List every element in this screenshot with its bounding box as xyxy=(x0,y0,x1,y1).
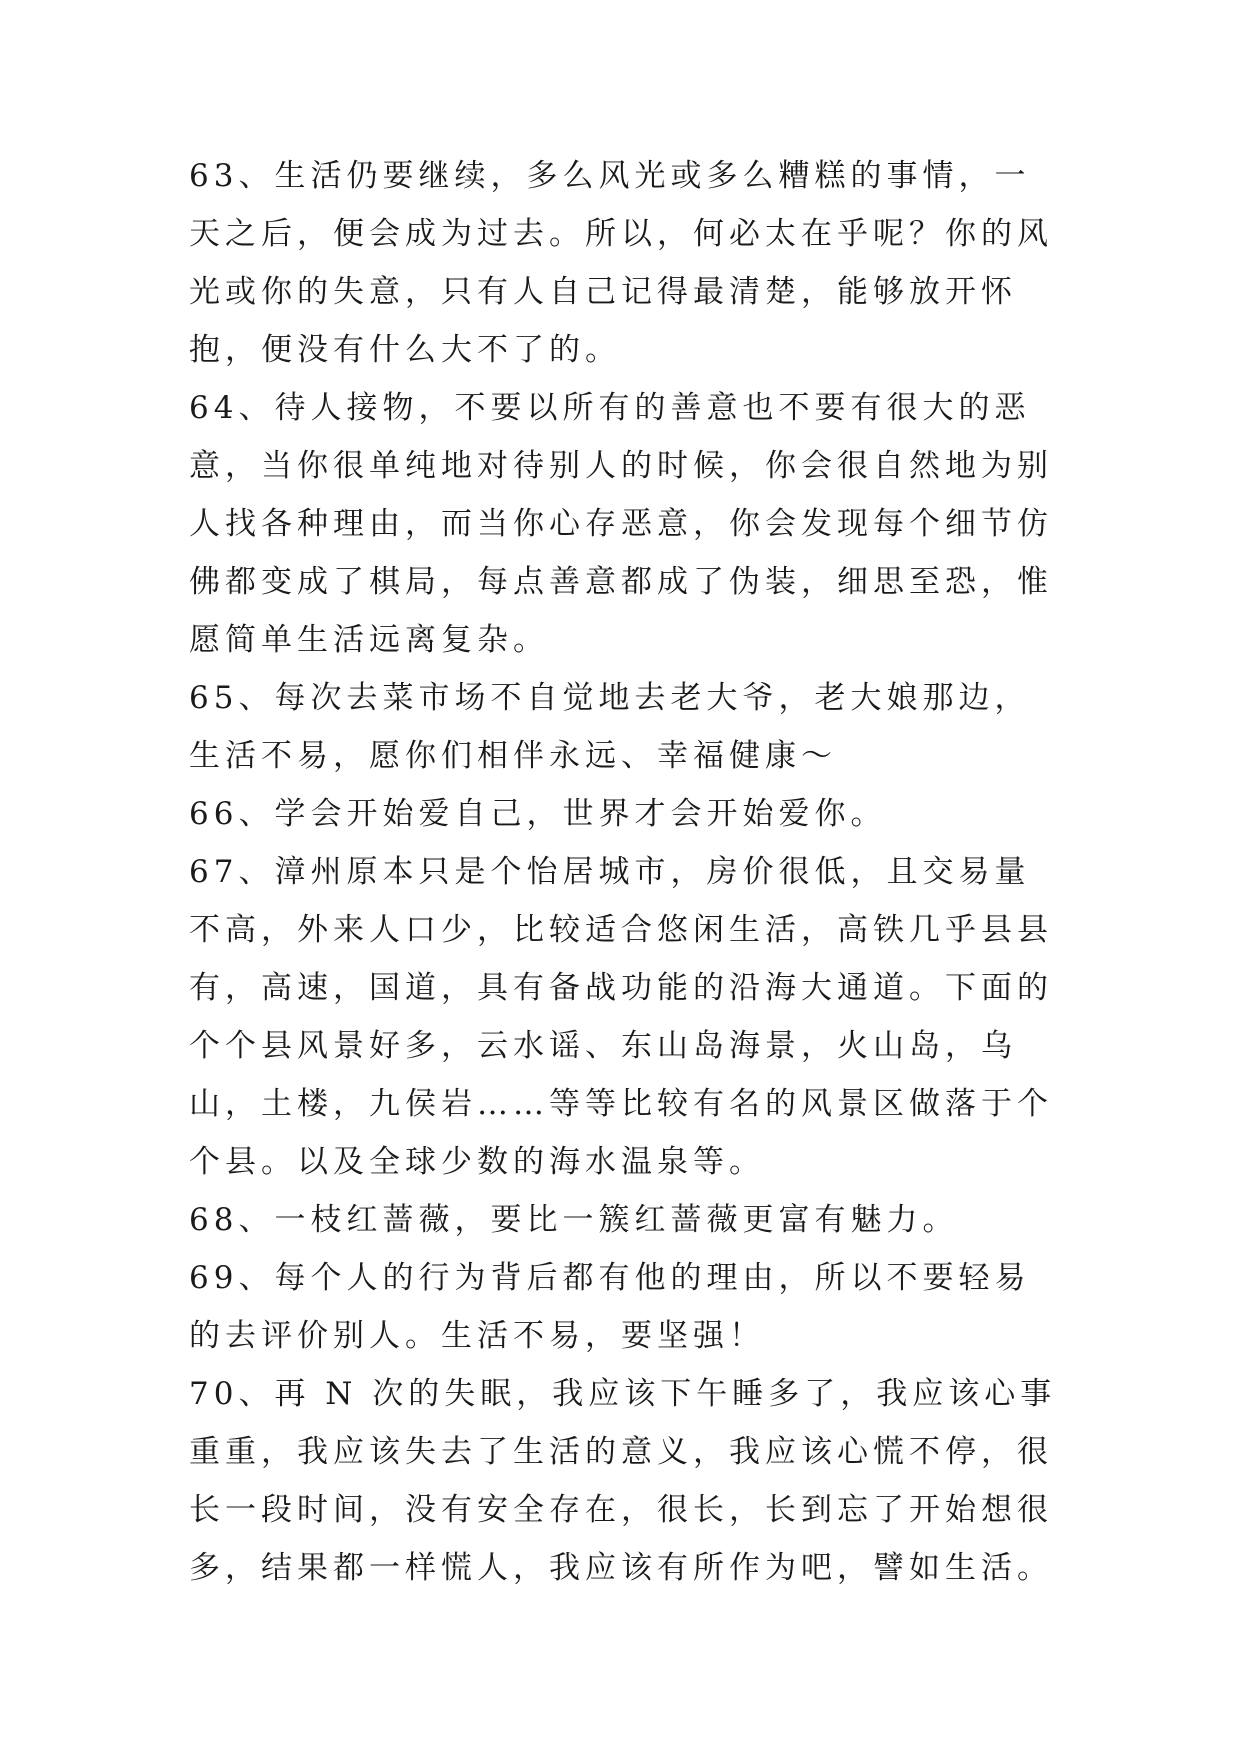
paragraph-66: 66、学会开始爱自己，世界才会开始爱你。 xyxy=(189,796,887,832)
paragraph-63: 63、生活仍要继续，多么风光或多么糟糕的事情，一天之后，便会成为过去。所以，何必太在乎呢？你的风光或你的失意，只有人自己记得最清楚，能够放开怀抱，便没有什么大不了的。 xyxy=(189,158,1053,368)
paragraph-70: 70、再 N 次的失眠，我应该下午睡多了，我应该心事重重，我应该失去了生活的意义，我应该心慌不停，很长一段时间，没有安全存在，很长，长到忘了开始想很多，结果都一样慌人，我应该有所作为吧，譬如生活。 xyxy=(189,1376,1057,1586)
paragraph-65: 65、每次去菜市场不自觉地去老大爷，老大娘那边，生活不易，愿你们相伴永远、幸福健康～ xyxy=(189,680,1031,774)
paragraph-64: 64、待人接物，不要以所有的善意也不要有很大的恶意，当你很单纯地对待别人的时候，你会很自然地为别人找各种理由，而当你心存恶意，你会发现每个细节仿佛都变成了棋局，每点善意都成了伪装，细思至恐，惟愿简单生活远离复杂。 xyxy=(189,390,1053,658)
document-body xyxy=(189,147,1059,1597)
paragraph-68: 68、一枝红蔷薇，要比一簇红蔷薇更富有魅力。 xyxy=(189,1202,959,1238)
paragraph-69: 69、每个人的行为背后都有他的理由，所以不要轻易的去评价别人。生活不易，要坚强！ xyxy=(189,1260,1031,1354)
paragraph-67: 67、漳州原本只是个怡居城市，房价很低，且交易量不高，外来人口少，比较适合悠闲生活，高铁几乎县县有，高速，国道，具有备战功能的沿海大通道。下面的个个县风景好多，云水谣、东山岛海景，火山岛，乌山，土楼，九侯岩……等等比较有名的风景区做落于个个县。以及全球少数的海水温泉等。 xyxy=(189,854,1053,1180)
